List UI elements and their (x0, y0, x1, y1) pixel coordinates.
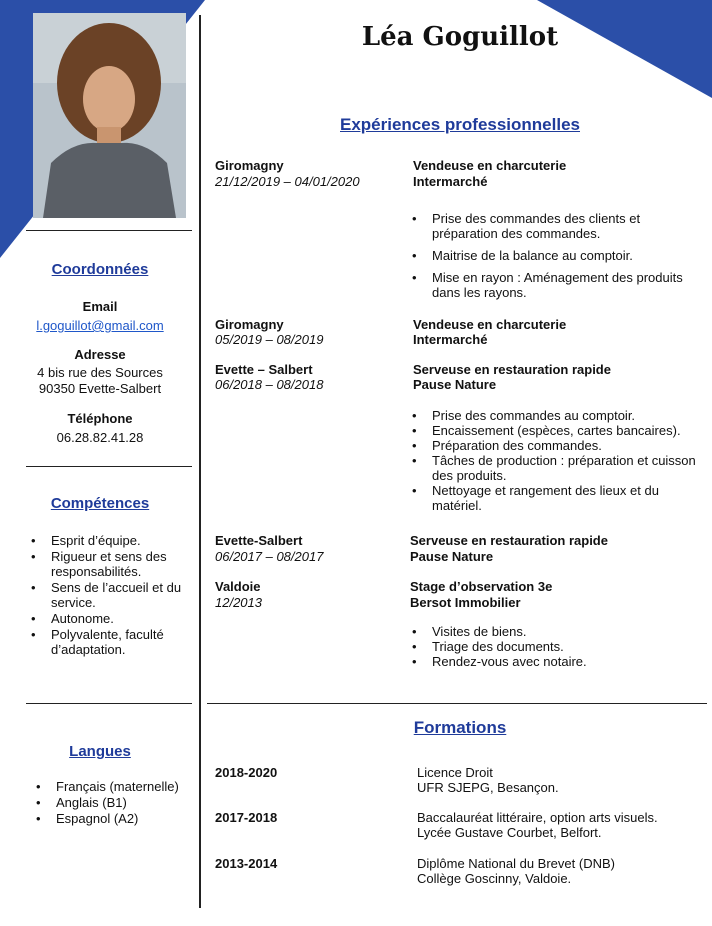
main-divider (207, 703, 707, 704)
skills-section-title: Compétences (50, 495, 150, 512)
sidebar-divider (26, 230, 192, 231)
job-company: Pause Nature (413, 377, 497, 392)
job-role: Serveuse en restauration rapide (413, 362, 611, 377)
education-degree: Licence Droit (417, 765, 493, 780)
languages-section-title: Langues (69, 743, 131, 760)
address-line: 4 bis rue des Sources (37, 365, 163, 380)
address-label: Adresse (74, 347, 126, 362)
skill-item: • Sens de l’accueil et du service. (51, 580, 191, 610)
job-role: Stage d’observation 3e (410, 579, 553, 594)
language-item: • Français (maternelle) (56, 779, 196, 794)
task-item: • Préparation des commandes. (432, 438, 707, 453)
job-tasks-list (432, 624, 702, 669)
job-dates: 06/2017 – 08/2017 (215, 549, 324, 564)
task-item: • Prise des commandes des clients et préparation des commandes. (432, 211, 702, 241)
job-role: Serveuse en restauration rapide (410, 533, 608, 548)
task-item: • Maitrise de la balance au comptoir. (432, 248, 702, 263)
task-item: • Rendez-vous avec notaire. (432, 654, 702, 669)
job-company: Intermarché (413, 174, 488, 189)
job-dates: 05/2019 – 08/2019 (215, 332, 324, 347)
education-degree: Baccalauréat littéraire, option arts visuels. (417, 810, 658, 825)
job-place: Giromagny (215, 158, 284, 173)
email-label: Email (82, 299, 118, 314)
job-dates: 12/2013 (215, 595, 262, 610)
task-item: • Encaissement (espèces, cartes bancaires). (432, 423, 707, 438)
skills-list (51, 533, 191, 658)
email-link[interactable]: l.goguillot@gmail.com (36, 318, 164, 333)
education-years: 2013-2014 (215, 856, 278, 871)
job-dates: 06/2018 – 08/2018 (215, 377, 324, 392)
job-company: Bersot Immobilier (410, 595, 521, 610)
job-role: Vendeuse en charcuterie (413, 317, 567, 332)
education-school: UFR SJEPG, Besançon. (417, 780, 559, 795)
skill-item: • Polyvalente, faculté d’adaptation. (51, 627, 191, 657)
job-tasks-list (432, 211, 702, 300)
candidate-name: Léa Goguillot (361, 22, 559, 52)
education-school: Collège Goscinny, Valdoie. (417, 871, 572, 886)
language-item: • Anglais (B1) (56, 795, 196, 810)
contact-section-title: Coordonnées (51, 261, 149, 278)
job-place: Valdoie (215, 579, 261, 594)
job-place: Giromagny (215, 317, 284, 332)
job-dates: 21/12/2019 – 04/01/2020 (215, 174, 360, 189)
education-years: 2017-2018 (215, 810, 278, 825)
task-item: • Visites de biens. (432, 624, 702, 639)
profile-photo (33, 13, 186, 218)
task-item: • Triage des documents. (432, 639, 702, 654)
skill-item: • Rigueur et sens des responsabilités. (51, 549, 191, 579)
sidebar-divider (26, 703, 192, 704)
skill-item: • Autonome. (51, 611, 191, 626)
task-item: • Prise des commandes au comptoir. (432, 408, 707, 423)
job-company: Intermarché (413, 332, 488, 347)
column-divider (199, 15, 201, 908)
phone-label: Téléphone (67, 411, 133, 426)
skill-item: • Esprit d’équipe. (51, 533, 191, 548)
job-role: Vendeuse en charcuterie (413, 158, 567, 173)
task-item: • Nettoyage et rangement des lieux et du matériel. (432, 483, 707, 513)
task-item: • Mise en rayon : Aménagement des produits dans les rayons. (432, 270, 702, 300)
address-line: 90350 Evette-Salbert (38, 381, 162, 396)
education-section-title: Formations (413, 718, 507, 737)
job-place: Evette – Salbert (215, 362, 313, 377)
language-item: • Espagnol (A2) (56, 811, 196, 826)
sidebar-divider (26, 466, 192, 467)
job-company: Pause Nature (410, 549, 494, 564)
job-place: Evette-Salbert (215, 533, 303, 548)
experience-section-title: Expériences professionnelles (340, 115, 580, 134)
phone-number: 06.28.82.41.28 (56, 430, 144, 445)
education-years: 2018-2020 (215, 765, 278, 780)
job-tasks-list (432, 408, 707, 513)
education-school: Lycée Gustave Courbet, Belfort. (417, 825, 602, 840)
education-degree: Diplôme National du Brevet (DNB) (417, 856, 615, 871)
task-item: • Tâches de production : préparation et cuisson des produits. (432, 453, 707, 483)
languages-list (56, 779, 196, 827)
